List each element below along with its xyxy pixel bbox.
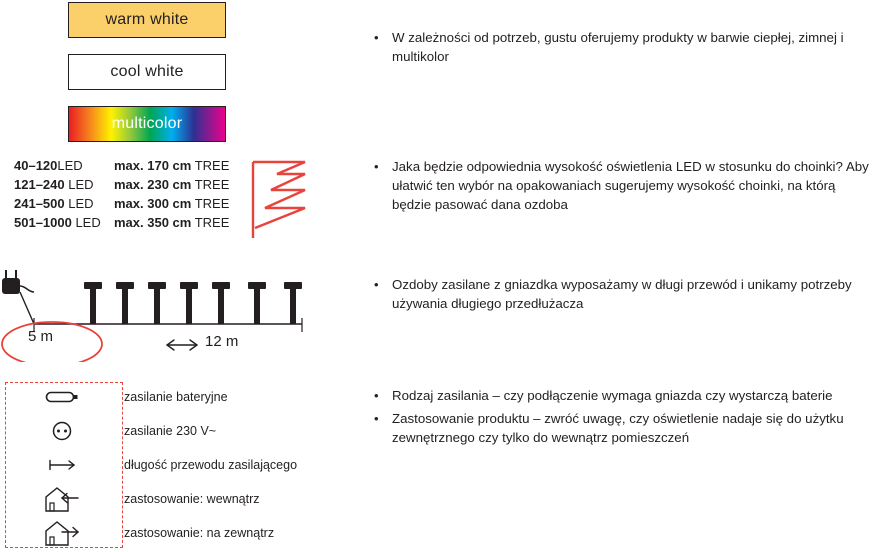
christmas-tree-icon (247, 160, 317, 247)
bullet-marker: • (374, 411, 379, 426)
led-count-unit: LED (64, 196, 94, 211)
battery-icon (0, 389, 124, 405)
led-count-cell (14, 177, 114, 192)
tree-height-unit: TREE (191, 215, 230, 230)
list-item (370, 157, 870, 214)
tree-height-unit: TREE (191, 158, 230, 173)
list-item (370, 386, 870, 405)
list-item (0, 482, 330, 516)
table-row (14, 177, 230, 196)
table-row (14, 196, 230, 215)
list-item (0, 516, 330, 550)
tree-height-value: max. 300 cm (114, 196, 192, 211)
length-arrow-icon (0, 458, 124, 472)
light-string-diagram (0, 262, 320, 362)
bullet-text: Zastosowanie produktu – zwróć uwagę, czy oświetlenie nadaje się do użytku zewnętrznego czy tylko do wewnątrz pomieszczeń (392, 411, 844, 445)
bullet-marker: • (374, 30, 379, 45)
led-count-cell (14, 158, 114, 173)
badge-cool-white-label: cool white (110, 63, 184, 80)
bullet-text: W zależności od potrzeb, gustu oferujemy produkty w barwie ciepłej, zimnej i multikolor (392, 30, 844, 64)
bullet-group-height (370, 157, 870, 218)
led-count-cell (14, 215, 114, 230)
table-row (14, 215, 230, 234)
tree-height-cell (114, 158, 230, 173)
tree-height-value: max. 170 cm (114, 158, 192, 173)
bullet-text: Rodzaj zasilania – czy podłączenie wymaga gniazda czy wystarczą baterie (392, 388, 833, 403)
bullet-marker: • (374, 388, 379, 403)
legend-label: zasilanie 230 V~ (124, 424, 217, 438)
power-socket-icon (0, 418, 124, 444)
led-count-value: 121–240 (14, 177, 65, 192)
list-item (370, 28, 870, 66)
list-item (0, 448, 330, 482)
badge-cool-white (68, 54, 226, 90)
tree-height-unit: TREE (191, 196, 230, 211)
bullet-group-colors (370, 28, 870, 70)
legend-label: długość przewodu zasilającego (124, 458, 298, 472)
led-count-value: 241–500 (14, 196, 65, 211)
led-count-unit: LED (57, 158, 83, 173)
lead-length-label: 5 m (28, 328, 54, 345)
tree-height-cell (114, 196, 230, 211)
bullet-marker: • (374, 277, 379, 292)
tree-height-value: max. 230 cm (114, 177, 192, 192)
tree-height-value: max. 350 cm (114, 215, 192, 230)
house-outdoor-icon (0, 519, 124, 547)
tree-height-cell (114, 177, 230, 192)
bullet-group-power (370, 386, 870, 451)
bullet-text: Ozdoby zasilane z gniazdka wyposażamy w długi przewód i unikamy potrzeby używania długiego przedłużacza (392, 277, 852, 311)
legend-label: zasilanie bateryjne (124, 390, 228, 404)
led-count-unit: LED (71, 215, 101, 230)
badge-multicolor-label: multicolor (111, 115, 183, 132)
bullet-marker: • (374, 159, 379, 174)
led-count-value: 40–120 (14, 158, 58, 173)
led-height-table (14, 158, 230, 234)
house-indoor-icon (0, 485, 124, 513)
badge-warm-white-label: warm white (105, 11, 189, 28)
led-count-unit: LED (64, 177, 94, 192)
list-item (0, 414, 330, 448)
lit-length-label: 12 m (205, 333, 239, 350)
right-text-column (370, 0, 880, 552)
tree-height-unit: TREE (191, 177, 230, 192)
legend-label: zastosowanie: na zewnątrz (124, 526, 275, 540)
legend-label: zastosowanie: wewnątrz (124, 492, 260, 506)
bullet-text: Jaka będzie odpowiednia wysokość oświetlenia LED w stosunku do choinki? Aby ułatwić ten wybór na opakowaniach sugerujemy wysokość choinki, na którą będzie pasować dana ozdoba (392, 159, 869, 212)
symbol-legend (0, 380, 330, 550)
list-item (0, 380, 330, 414)
bullet-group-cable (370, 275, 870, 317)
badge-warm-white (68, 2, 226, 38)
list-item (370, 409, 870, 447)
tree-height-cell (114, 215, 230, 230)
led-count-cell (14, 196, 114, 211)
table-row (14, 158, 230, 177)
left-illustration-column (0, 0, 360, 552)
lit-length-arrow (167, 340, 197, 350)
plug-icon (2, 270, 34, 294)
led-count-value: 501–1000 (14, 215, 72, 230)
list-item (370, 275, 870, 313)
badge-multicolor (68, 106, 226, 142)
color-badges (68, 2, 228, 158)
